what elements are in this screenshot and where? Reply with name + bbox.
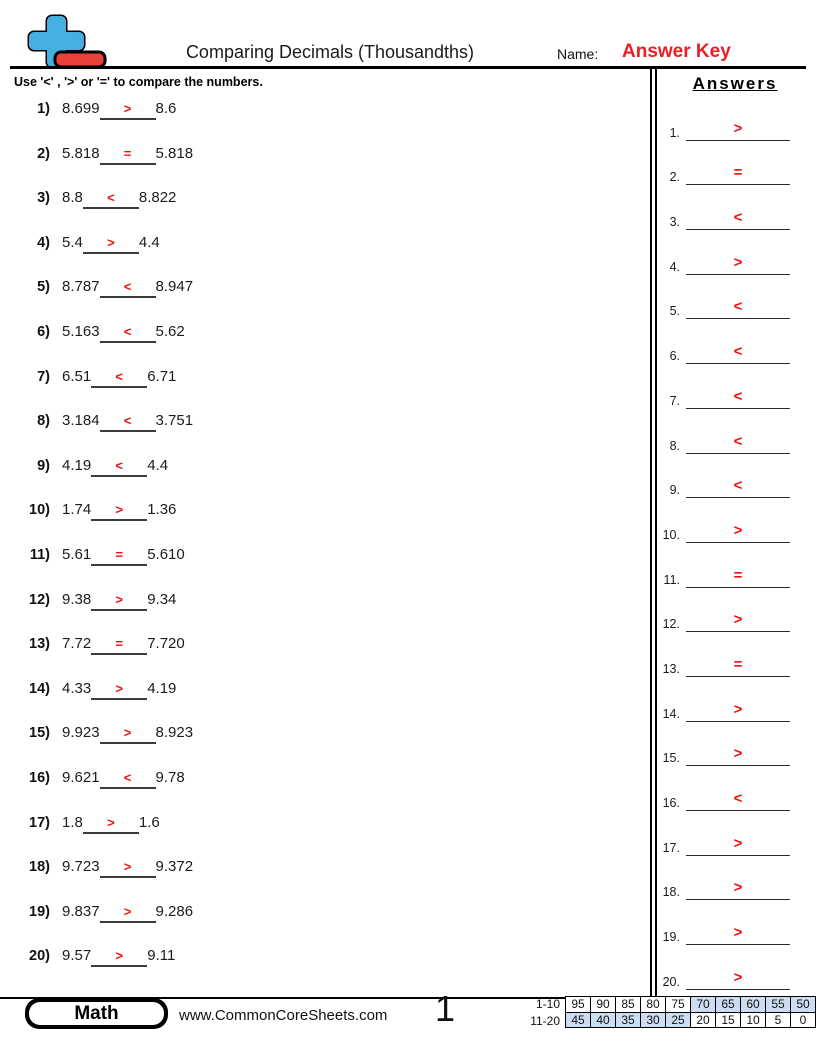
problem-left-value: 9.923 <box>62 724 100 742</box>
answer-row <box>652 588 802 633</box>
problem-right-value: 4.4 <box>138 233 160 251</box>
problem-answer-blank <box>100 323 156 343</box>
problem-answer-blank <box>91 368 147 388</box>
problem-right-value: 5.62 <box>155 322 185 340</box>
problem-right-value: 8.822 <box>138 189 177 207</box>
problem-right-value: 5.610 <box>147 545 185 563</box>
problem-row <box>14 937 634 982</box>
grade-table-body <box>566 997 816 1028</box>
answer-symbol: > <box>733 968 743 986</box>
answer-number: 19. <box>662 930 680 945</box>
grade-cell: 60 <box>741 997 766 1013</box>
answer-row <box>652 677 802 722</box>
answer-number: 11. <box>663 572 680 587</box>
comparison-symbol: > <box>107 814 115 830</box>
math-brand-logo <box>25 998 168 1029</box>
answer-number: 9. <box>669 483 680 498</box>
problem-left-value: 8.699 <box>62 100 100 117</box>
comparison-symbol: < <box>115 368 123 384</box>
problem-answer-blank <box>91 457 147 477</box>
problem-answer-blank <box>91 680 147 700</box>
answer-symbol: > <box>733 119 743 137</box>
answer-blank-line <box>686 835 790 856</box>
problem-row <box>14 759 634 804</box>
problem-right-value: 4.4 <box>147 456 169 474</box>
grade-table-row <box>566 997 816 1013</box>
problem-number: 4) <box>37 234 50 251</box>
problem-left-value: 9.837 <box>62 902 100 920</box>
problems-list <box>14 90 634 982</box>
problem-left-value: 3.184 <box>62 412 100 430</box>
answer-symbol: > <box>733 745 743 763</box>
problem-left-value: 5.61 <box>62 545 92 563</box>
grade-cell: 5 <box>766 1012 791 1028</box>
problem-row <box>14 224 634 269</box>
answer-row <box>652 543 802 588</box>
problem-number: 10) <box>29 502 50 519</box>
answer-symbol: = <box>733 164 743 182</box>
answer-number: 17. <box>662 840 680 855</box>
comparison-symbol: = <box>115 546 123 562</box>
problem-number: 6) <box>37 323 50 340</box>
problem-right-value: 1.36 <box>147 501 177 519</box>
problem-answer-blank <box>83 234 139 254</box>
answer-number: 2. <box>669 170 680 185</box>
problem-right-value: 8.947 <box>155 278 194 296</box>
problem-right-value: 9.34 <box>147 590 177 608</box>
grade-cell: 35 <box>616 1012 641 1028</box>
grade-cell: 20 <box>691 1012 716 1028</box>
answer-symbol: > <box>733 879 743 897</box>
comparison-symbol: > <box>123 725 132 741</box>
answer-row <box>652 811 802 856</box>
answer-row <box>652 454 802 499</box>
answer-number: 4. <box>669 259 680 274</box>
answers-title: Answers <box>692 74 778 93</box>
problem-answer-blank <box>91 501 147 521</box>
answer-row <box>652 230 802 275</box>
math-brand-label: Math <box>29 1002 164 1025</box>
answer-symbol: < <box>733 298 743 316</box>
problem-right-value: 9.286 <box>155 902 194 920</box>
website-url: www.CommonCoreSheets.com <box>179 1007 388 1024</box>
answer-symbol: = <box>733 566 743 584</box>
problem-number: 20) <box>29 948 50 965</box>
grade-cell: 30 <box>641 1012 666 1028</box>
grade-table <box>565 996 816 1028</box>
answer-row <box>652 945 802 990</box>
grade-range-label-1: 1-10 <box>535 997 560 1011</box>
answer-row <box>652 766 802 811</box>
answer-key-label: Answer Key <box>622 41 731 62</box>
problem-left-value: 1.74 <box>62 501 92 519</box>
problem-answer-blank <box>100 903 156 923</box>
problem-number: 16) <box>29 769 50 786</box>
problem-number: 19) <box>29 903 50 920</box>
comparison-symbol: > <box>115 591 123 607</box>
comparison-symbol: = <box>115 636 123 652</box>
answer-blank-line <box>686 567 790 588</box>
problem-number: 14) <box>29 680 50 697</box>
comparison-symbol: < <box>107 190 115 206</box>
answer-blank-line <box>686 433 790 454</box>
answer-row <box>652 141 802 186</box>
name-label: Name: <box>557 46 599 62</box>
problem-answer-blank <box>83 814 139 834</box>
problem-right-value: 9.372 <box>155 858 194 876</box>
problem-answer-blank <box>100 278 156 298</box>
problem-left-value: 7.72 <box>62 635 92 653</box>
answer-number: 3. <box>669 215 680 230</box>
problem-row <box>14 536 634 581</box>
problem-left-value: 6.51 <box>62 367 92 385</box>
problem-answer-blank <box>91 591 147 611</box>
answer-symbol: > <box>733 521 743 539</box>
problem-left-value: 9.57 <box>62 947 92 965</box>
grade-cell: 65 <box>716 997 741 1013</box>
answer-blank-line <box>686 611 790 632</box>
answer-symbol: < <box>733 387 743 405</box>
answer-number: 5. <box>669 304 680 319</box>
problem-answer-blank <box>91 947 147 967</box>
answer-number: 15. <box>662 751 680 766</box>
answer-number: 1. <box>669 125 680 140</box>
grade-range-labels <box>500 996 560 1030</box>
problem-number: 5) <box>37 279 50 296</box>
answer-symbol: < <box>733 343 743 361</box>
grade-cell: 70 <box>691 997 716 1013</box>
answer-blank-line <box>686 969 790 990</box>
problem-row <box>14 268 634 313</box>
answer-number: 13. <box>662 661 680 676</box>
problem-number: 15) <box>29 725 50 742</box>
answer-blank-line <box>686 298 790 319</box>
problem-row <box>14 313 634 358</box>
answer-symbol: < <box>733 790 743 807</box>
answer-symbol: < <box>733 209 743 227</box>
comparison-symbol: = <box>123 145 132 161</box>
problem-left-value: 5.818 <box>62 144 100 162</box>
grade-cell: 50 <box>791 997 816 1013</box>
problem-answer-blank <box>91 546 147 566</box>
problem-number: 17) <box>29 814 50 831</box>
problem-right-value: 3.751 <box>155 412 194 430</box>
problem-left-value: 8.8 <box>62 189 83 207</box>
problem-answer-blank <box>100 145 156 165</box>
answer-blank-line <box>686 254 790 275</box>
grade-cell: 55 <box>766 997 791 1013</box>
answer-number: 10. <box>662 527 680 542</box>
problem-right-value: 9.78 <box>155 768 185 786</box>
problem-left-value: 9.621 <box>62 768 100 786</box>
answer-blank-line <box>686 209 790 230</box>
problem-row <box>14 804 634 849</box>
answer-symbol: > <box>733 611 743 629</box>
problem-answer-blank <box>100 100 156 120</box>
answer-blank-line <box>686 790 790 811</box>
problem-number: 8) <box>37 413 50 430</box>
grade-cell: 0 <box>791 1012 816 1028</box>
answer-symbol: > <box>733 924 743 942</box>
comparison-symbol: < <box>115 457 123 473</box>
problem-number: 9) <box>37 457 50 474</box>
problem-row <box>14 358 634 403</box>
answer-blank-line <box>686 924 790 945</box>
answer-blank-line <box>686 388 790 409</box>
problem-left-value: 8.787 <box>62 278 100 296</box>
answer-number: 8. <box>669 438 680 453</box>
grade-range-label-2: 11-20 <box>530 1014 560 1028</box>
answer-row <box>652 722 802 767</box>
answer-symbol: > <box>733 253 743 271</box>
problem-number: 1) <box>37 101 50 117</box>
problem-answer-blank <box>91 635 147 655</box>
problem-row <box>14 135 634 180</box>
problem-right-value: 4.19 <box>147 679 177 697</box>
problem-number: 13) <box>29 636 50 653</box>
answer-blank-line <box>686 701 790 722</box>
problem-row <box>14 893 634 938</box>
answer-number: 20. <box>662 974 680 989</box>
comparison-symbol: < <box>123 323 132 339</box>
problem-right-value: 9.11 <box>147 947 176 965</box>
answer-symbol: > <box>733 700 743 718</box>
comparison-symbol: > <box>123 101 132 116</box>
problem-row <box>14 447 634 492</box>
problem-answer-blank <box>100 769 156 789</box>
problem-row <box>14 848 634 893</box>
header-rule <box>10 66 806 69</box>
answer-blank-line <box>686 879 790 900</box>
problem-row <box>14 402 634 447</box>
answer-symbol: < <box>733 477 743 495</box>
answer-row <box>652 409 802 454</box>
comparison-symbol: > <box>115 948 123 964</box>
grade-cell: 90 <box>591 997 616 1013</box>
comparison-symbol: > <box>123 859 132 875</box>
problem-left-value: 5.4 <box>62 233 83 251</box>
problem-answer-blank <box>100 724 156 744</box>
problem-left-value: 5.163 <box>62 322 100 340</box>
problem-left-value: 4.33 <box>62 679 92 697</box>
answer-blank-line <box>686 522 790 543</box>
problem-left-value: 4.19 <box>62 456 92 474</box>
problem-right-value: 8.6 <box>155 100 177 117</box>
comparison-symbol: > <box>115 502 123 518</box>
grade-cell: 15 <box>716 1012 741 1028</box>
answer-blank-line <box>686 120 790 141</box>
answer-row <box>652 856 802 901</box>
answer-symbol: = <box>733 655 743 673</box>
page-title: Comparing Decimals (Thousandths) <box>185 42 475 62</box>
answer-blank-line <box>686 656 790 677</box>
answer-number: 12. <box>662 617 680 632</box>
answer-blank-line <box>686 343 790 364</box>
problem-row <box>14 90 634 135</box>
answer-number: 18. <box>662 885 680 900</box>
comparison-symbol: < <box>123 413 132 429</box>
instructions-text: Use '<' , '>' or '=' to compare the numbers. <box>14 75 263 89</box>
problem-right-value: 6.71 <box>147 367 177 385</box>
problem-row <box>14 670 634 715</box>
problem-left-value: 1.8 <box>62 813 83 831</box>
comparison-symbol: > <box>115 680 123 696</box>
comparison-symbol: < <box>123 279 132 295</box>
answer-number: 6. <box>669 349 680 364</box>
problem-answer-blank <box>100 412 156 432</box>
problem-row <box>14 491 634 536</box>
problem-left-value: 9.723 <box>62 858 100 876</box>
grade-cell: 25 <box>666 1012 691 1028</box>
grade-cell: 95 <box>566 997 591 1013</box>
problem-right-value: 7.720 <box>147 635 185 653</box>
answer-blank-line <box>686 745 790 766</box>
comparison-symbol: > <box>107 234 115 250</box>
problem-row <box>14 581 634 626</box>
answer-row <box>652 498 802 543</box>
answer-number: 16. <box>662 796 680 810</box>
answer-row <box>652 96 802 141</box>
problem-right-value: 5.818 <box>155 144 194 162</box>
answer-number: 14. <box>662 706 680 721</box>
grade-cell: 85 <box>616 997 641 1013</box>
problem-answer-blank <box>83 189 139 209</box>
answer-row <box>652 632 802 677</box>
comparison-symbol: > <box>123 903 132 919</box>
problem-number: 7) <box>37 368 50 385</box>
problem-row <box>14 714 634 759</box>
comparison-symbol: < <box>123 769 132 785</box>
grade-cell: 40 <box>591 1012 616 1028</box>
grade-cell: 80 <box>641 997 666 1013</box>
answer-row <box>652 185 802 230</box>
answer-row <box>652 900 802 945</box>
answer-blank-line <box>686 477 790 498</box>
answer-row <box>652 275 802 320</box>
problem-number: 11) <box>29 546 50 563</box>
problem-row <box>14 625 634 670</box>
problem-answer-blank <box>100 858 156 878</box>
answer-symbol: > <box>733 834 743 852</box>
grade-cell: 75 <box>666 997 691 1013</box>
page-number: 1 <box>434 988 456 1029</box>
answer-row <box>652 319 802 364</box>
problem-left-value: 9.38 <box>62 590 92 608</box>
problem-right-value: 8.923 <box>155 724 194 742</box>
problem-number: 12) <box>29 591 50 608</box>
answer-symbol: < <box>733 432 743 450</box>
answers-list <box>652 96 802 990</box>
grade-cell: 10 <box>741 1012 766 1028</box>
problem-right-value: 1.6 <box>138 813 160 831</box>
problem-number: 18) <box>29 859 50 876</box>
problem-number: 3) <box>37 190 50 207</box>
grade-table-row <box>566 1012 816 1028</box>
answer-number: 7. <box>669 393 680 408</box>
grade-cell: 45 <box>566 1012 591 1028</box>
answer-blank-line <box>686 164 790 185</box>
problem-row <box>14 179 634 224</box>
answer-row <box>652 364 802 409</box>
problem-number: 2) <box>37 145 50 162</box>
